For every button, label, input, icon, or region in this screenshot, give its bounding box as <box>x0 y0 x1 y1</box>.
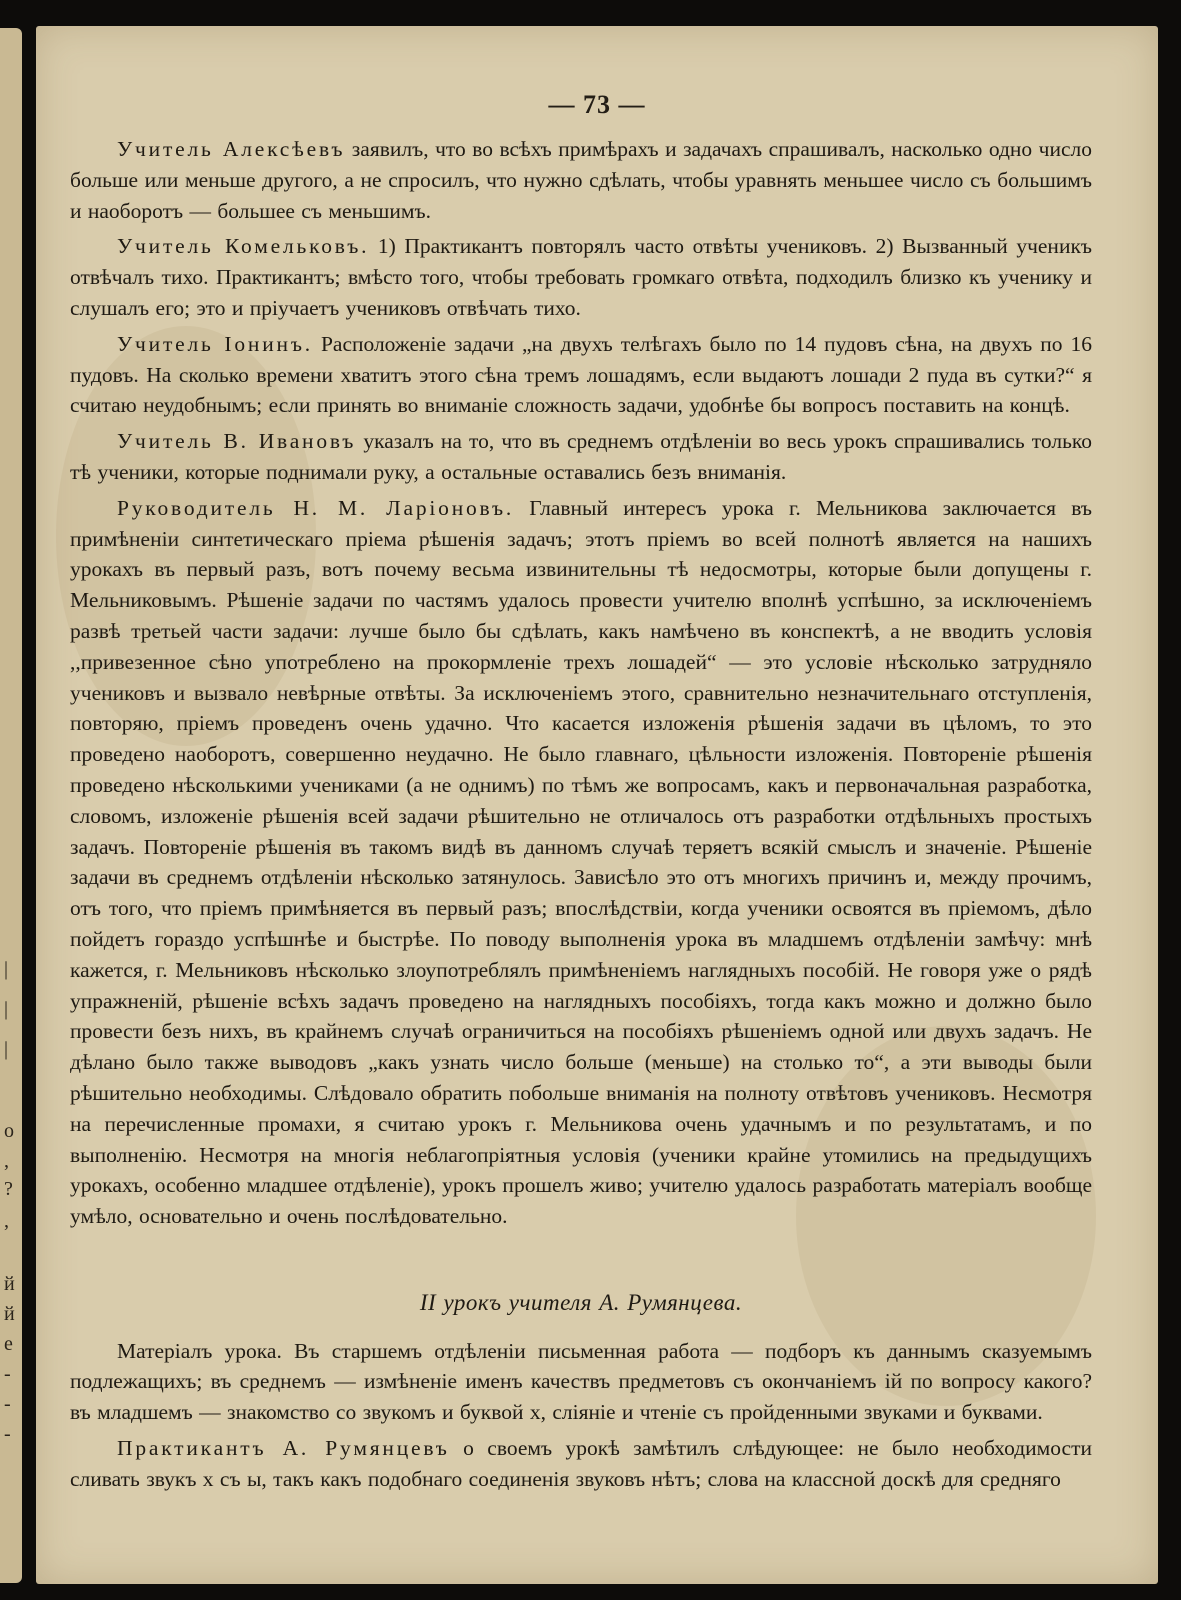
previous-page-marks <box>0 28 22 1583</box>
paragraph-text: Расположеніе задачи „на двухъ телѣгахъ было по 14 пудовъ сѣна, на двухъ по 16 пудовъ. На сколько времени хватитъ этого сѣна тремъ лошадямъ, если выдаютъ лошади 2 пуда въ сутки?“ я считаю неудобнымъ; если принять во вниманіе сложность задачи, удобнѣе бы вопросъ поставить на концѣ. <box>70 331 1093 418</box>
prev-page-mark: | <box>4 1038 9 1060</box>
prev-page-mark: - <box>4 1423 11 1445</box>
paragraph <box>70 493 1092 1232</box>
speaker-name: Учитель Іонинъ. <box>117 331 313 356</box>
speaker-name: Учитель Комельковъ. <box>117 234 370 259</box>
prev-page-mark: й <box>4 1303 15 1325</box>
paragraph <box>70 1433 1092 1495</box>
paragraph-text: Матеріалъ урока. Въ старшемъ отдѣленіи письменная работа — подборъ къ даннымъ сказуемымъ подлежащихъ; въ среднемъ — измѣненіе именъ качествъ предметовъ съ окончаніемъ ій по вопросу какого? въ младшемъ — знакомство со звукомъ и буквой х, сліяніе и чтеніе съ пройденными звуками и буквами. <box>70 1338 1092 1425</box>
section-heading: II урокъ учителя А. Румянцева. <box>419 1289 743 1315</box>
prev-page-mark: е <box>4 1333 13 1355</box>
page-number: — 73 — <box>548 90 646 119</box>
prev-page-mark: , <box>4 1210 9 1232</box>
paragraph-text: указалъ на то, что въ среднемъ отдѣленіи во весь урокъ спрашивались только тѣ ученики, которые поднимали руку, а остальные оставались безъ вниманія. <box>70 429 1092 484</box>
paragraph <box>70 426 1092 488</box>
paragraph <box>70 1336 1092 1428</box>
paragraph <box>70 134 1092 226</box>
speaker-name: Практикантъ А. Румянцевъ <box>117 1436 450 1461</box>
paragraph-text: Главный интересъ урока г. Мельникова заключается въ примѣненіи синтетическаго пріема рѣшенія задачъ; этотъ пріемъ во всей полнотѣ является на нашихъ урокахъ въ первый разъ, вотъ почему весьма извинительны тѣ недосмотры, которые были допущены г. Мельниковымъ. Рѣшеніе задачи по частямъ удалось провести учителю вполнѣ успѣшно, за исключеніемъ развѣ третьей части задачи: лучше было бы сдѣлать, какъ намѣчено въ конспектѣ, а не вводить условія ,,привезенное сѣно употреблено на прокормленіе трехъ лошадей“ — это условіе нѣсколько затрудняло учениковъ и вызвало невѣрные отвѣты. За исключеніемъ этого, сравнительно незначительнаго отступленія, повторяю, пріемъ проведенъ очень удачно. Что касается изложенія рѣшенія задачи въ цѣломъ, то это проведено наоборотъ, совершенно неудачно. Не было главнаго, цѣльности изложенія. Повтореніе рѣшенія проведено нѣсколькими учениками (а не однимъ) по тѣмъ же вопросамъ, какъ и первоначальная разработка, словомъ, изложеніе рѣшенія всей задачи рѣшительно не отличалось отъ разработки отдѣльныхъ простыхъ задачъ. Повтореніе рѣшенія въ такомъ видѣ въ данномъ случаѣ теряетъ всякій смыслъ и значеніе. Рѣшеніе задачи въ среднемъ отдѣленіи нѣсколько затянулось. Зависѣло это отъ многихъ причинъ и, между прочимъ, отъ того, что пріемъ примѣняется въ первый разъ; впослѣдствіи, когда ученики освоятся въ пріемомъ, дѣло пойдетъ гораздо успѣшнѣе и быстрѣе. По поводу выполненія урока въ младшемъ отдѣленіи замѣчу: мнѣ кажется, г. Мельниковъ нѣсколько злоупотреблялъ примѣненіемъ наглядныхъ пособій. Не говоря уже о рядѣ упражненій, рѣшеніе всѣхъ задачъ проведено на наглядныхъ пособіяхъ, тогда какъ можно и должно было провести безъ нихъ, въ крайнемъ случаѣ ограничиться на пособіяхъ рѣшеніемъ одной или двухъ задачъ. Не дѣлано было также выводовъ „какъ узнать число больше (меньше) на столько то“, а эти выводы были рѣшительно необходимы. Слѣдовало обратить побольше вниманія на полноту отвѣтовъ учениковъ. Несмотря на перечисленные промахи, я считаю урокъ г. Мельникова очень удачнымъ и по результатамъ, и по выполненію. Несмотря на многія неблагопріятныя условія (ученики крайне утомились на предыдущихъ урокахъ, особенно младшее отдѣленіе), урокъ прошелъ живо; учителю удалось разработать матеріалъ вообще умѣло, основательно и очень послѣдовательно. <box>70 495 1092 1229</box>
prev-page-mark: й <box>4 1273 15 1295</box>
speaker-name: Руководитель Н. М. Ларіоновъ. <box>117 495 515 520</box>
paragraph-text: о своемъ урокѣ замѣтилъ слѣдующее: не было необходимости сливать звукъ х съ ы, такъ какъ подобнаго соединенія звуковъ нѣтъ; слова на классной доскѣ для средняго <box>70 1436 1093 1491</box>
speaker-name: Учитель Алексѣевъ <box>117 137 346 161</box>
previous-page-edge <box>0 28 22 1583</box>
paragraph-text: 1) Практикантъ повторялъ часто отвѣты учениковъ. 2) Вызванный ученикъ отвѣчалъ тихо. Практикантъ; вмѣсто того, чтобы требовать громкаго отвѣта, подходилъ близко къ ученику и слушалъ его; это и пріучаетъ учениковъ отвѣчать тихо. <box>70 234 1093 320</box>
prev-page-mark: | <box>4 998 9 1020</box>
prev-page-mark: о <box>4 1120 14 1142</box>
book-page <box>36 26 1158 1584</box>
paragraph <box>70 329 1092 421</box>
paragraph <box>70 231 1092 323</box>
prev-page-mark: - <box>4 1363 11 1385</box>
paragraph-text: заявилъ, что во всѣхъ примѣрахъ и задачахъ спрашивалъ, насколько одно число больше или меньше другого, а не спросилъ, что нужно сдѣлать, чтобы уравнять меньшее число съ большимъ и наоборотъ — большее съ меньшимъ. <box>70 137 1092 223</box>
prev-page-mark: | <box>4 958 9 980</box>
prev-page-mark: , <box>4 1150 9 1172</box>
prev-page-mark: ? <box>4 1178 13 1200</box>
page-body <box>70 134 1092 1500</box>
prev-page-mark: - <box>4 1393 11 1415</box>
speaker-name: Учитель В. Ивановъ <box>117 429 357 454</box>
